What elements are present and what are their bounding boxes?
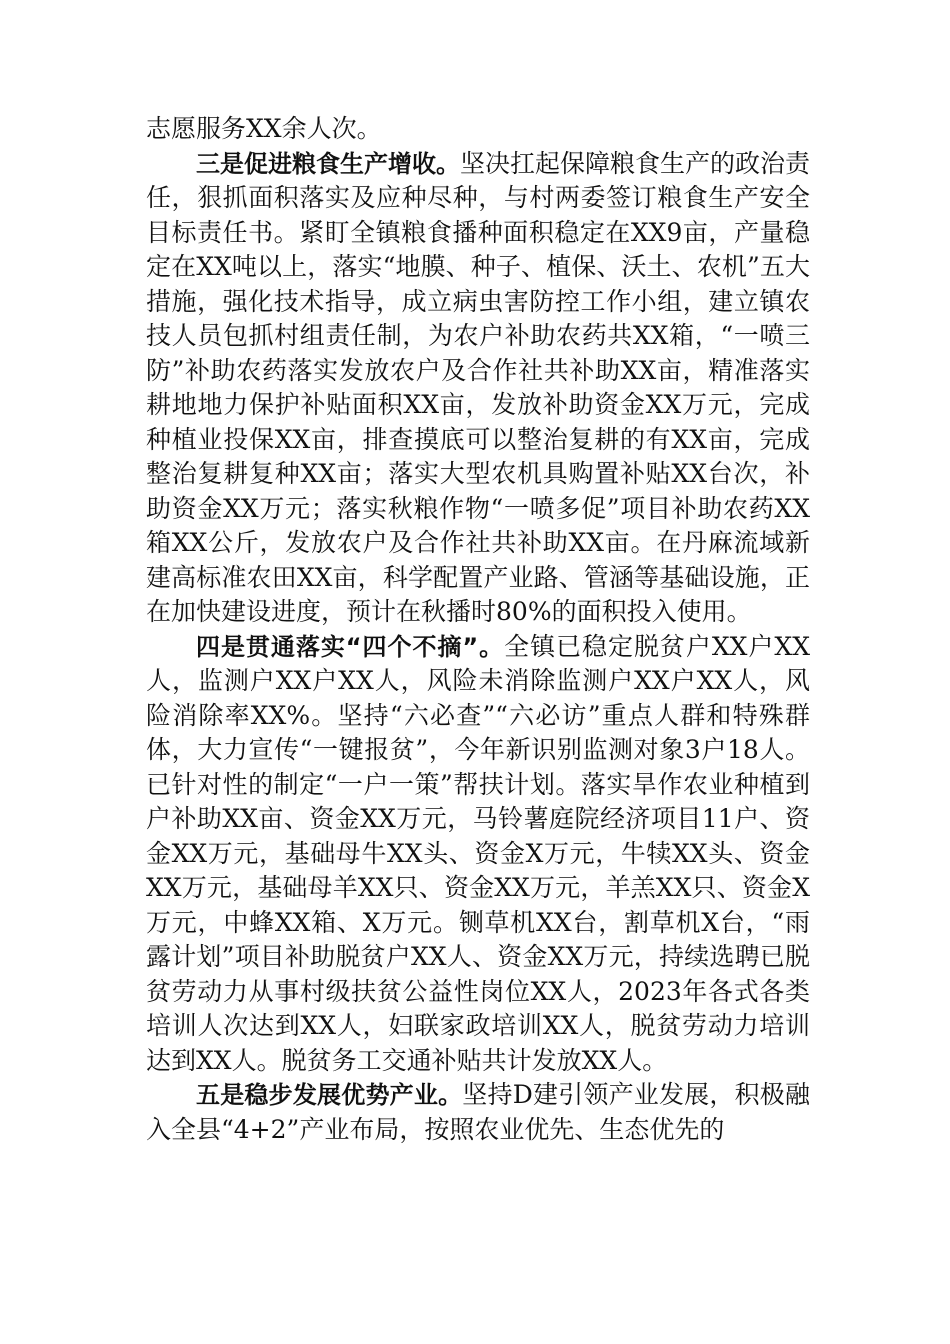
paragraph-heading: 四是贯通落实“四个不摘”。 bbox=[196, 632, 505, 661]
paragraph-heading: 五是稳步发展优势产业。 bbox=[196, 1081, 463, 1109]
paragraph-four-not-removed bbox=[146, 630, 810, 1079]
paragraph-continuation bbox=[146, 112, 810, 147]
document-body bbox=[146, 112, 810, 1147]
paragraph-text: 坚持D建引领产业发展，积极融入全县“4+2”产业布局，按照农业优先、生态优先的 bbox=[146, 1080, 811, 1144]
paragraph-heading: 三是促进粮食生产增收。 bbox=[196, 149, 460, 178]
paragraph-text: 志愿服务XX余人次。 bbox=[146, 114, 382, 143]
paragraph-text: 全镇已稳定脱贫户XX户XX人，监测户XX户XX人，风险未消除监测户XX户XX人，风险消除率XX%。坚持“六必查”“六必访”重点人群和特殊群体，大力宣传“一键报贫”，今年新识别监测对象3户18人。已针对性的制定“一户一策”帮扶计划。落实旱作农业种植到户补助XX亩、资金XX万元，马铃薯庭院经济项目11户、资金XX万元，基础母牛XX头、资金X万元，牛犊XX头、资金XX万元，基础母羊XX只、资金XX万元，羊羔XX只、资金X万元，中蜂XX箱、X万元。铡草机XX台，割草机X台，“雨露计划”项目补助脱贫户XX人、资金XX万元，持续选聘已脱贫劳动力从事村级扶贫公益性岗位XX人，2023年各式各类培训人次达到XX人，妇联家政培训XX人，脱贫劳动力培训达到XX人。脱贫务工交通补贴共计发放XX人。 bbox=[146, 631, 810, 1075]
paragraph-grain-production bbox=[146, 147, 810, 630]
paragraph-text: 坚决扛起保障粮食生产的政治责任，狠抓面积落实及应种尽种，与村两委签订粮食生产安全目标责任书。紧盯全镇粮食播种面积稳定在XX9亩，产量稳定在XX吨以上，落实“地膜、种子、植保、沃土、农机”五大措施，强化技术指导，成立病虫害防控工作小组，建立镇农技人员包抓村组责任制，为农户补助农药共XX箱，“一喷三防”补助农药落实发放农户及合作社共补助XX亩，精准落实耕地地力保护补贴面积XX亩，发放补助资金XX万元，完成种植业投保XX亩，排查摸底可以整治复耕的有XX亩，完成整治复耕复种XX亩；落实大型农机具购置补贴XX台次，补助资金XX万元；落实秋粮作物“一喷多促”项目补助农药XX箱XX公斤，发放农户及合作社共补助XX亩。在丹麻流域新建高标准农田XX亩，科学配置产业路、管涵等基础设施，正在加快建设进度，预计在秋播时80%的面积投入使用。 bbox=[146, 148, 811, 626]
paragraph-industry-development bbox=[146, 1078, 810, 1147]
